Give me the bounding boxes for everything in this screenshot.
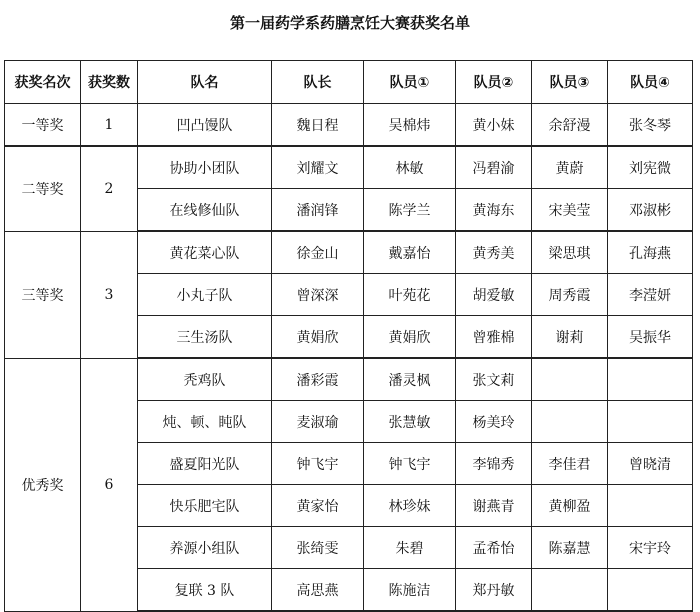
captain-cell: 魏日程 [272, 104, 364, 147]
member-1-cell: 朱碧 [364, 527, 456, 569]
team-name-cell: 协助小团队 [138, 146, 272, 189]
count-cell: 6 [81, 358, 138, 611]
team-name-cell: 凹凸馒队 [138, 104, 272, 147]
count-cell: 1 [81, 104, 138, 147]
member-4-cell [608, 569, 693, 612]
captain-cell: 张绮雯 [272, 527, 364, 569]
member-2-cell: 李锦秀 [456, 443, 532, 485]
captain-cell: 高思燕 [272, 569, 364, 612]
page-title: 第一届药学系药膳烹饪大赛获奖名单 [229, 14, 470, 32]
member-4-cell [608, 485, 693, 527]
rank-cell: 二等奖 [5, 146, 81, 231]
header-count: 获奖数 [81, 61, 138, 104]
member-3-cell: 余舒漫 [532, 104, 608, 147]
team-name-cell: 炖、顿、盹队 [138, 401, 272, 443]
rank-cell: 优秀奖 [5, 358, 81, 611]
member-2-cell: 杨美玲 [456, 401, 532, 443]
member-3-cell: 李佳君 [532, 443, 608, 485]
captain-cell: 黄家怡 [272, 485, 364, 527]
team-name-cell: 三生汤队 [138, 316, 272, 359]
member-3-cell [532, 358, 608, 401]
member-1-cell: 林敏 [364, 146, 456, 189]
member-1-cell: 吴棉炜 [364, 104, 456, 147]
member-4-cell: 李滢妍 [608, 274, 693, 316]
header-member-3: 队员③ [532, 61, 608, 104]
member-4-cell: 邓淑彬 [608, 189, 693, 232]
captain-cell: 徐金山 [272, 231, 364, 274]
member-1-cell: 陈施洁 [364, 569, 456, 612]
member-2-cell: 郑丹敏 [456, 569, 532, 612]
team-name-cell: 在线修仙队 [138, 189, 272, 232]
member-4-cell [608, 401, 693, 443]
member-4-cell: 吴振华 [608, 316, 693, 359]
member-1-cell: 张慧敏 [364, 401, 456, 443]
captain-cell: 刘耀文 [272, 146, 364, 189]
rank-cell: 三等奖 [5, 231, 81, 358]
team-name-cell: 盛夏阳光队 [138, 443, 272, 485]
member-3-cell: 梁思琪 [532, 231, 608, 274]
count-cell: 3 [81, 231, 138, 358]
member-2-cell: 曾雅棉 [456, 316, 532, 359]
member-2-cell: 黄小妹 [456, 104, 532, 147]
captain-cell: 潘彩霞 [272, 358, 364, 401]
table-row [5, 358, 693, 401]
member-3-cell: 黄柳盈 [532, 485, 608, 527]
team-name-cell: 养源小组队 [138, 527, 272, 569]
awards-table [4, 60, 693, 612]
header-captain: 队长 [272, 61, 364, 104]
captain-cell: 黄娟欣 [272, 316, 364, 359]
member-3-cell: 黄蔚 [532, 146, 608, 189]
rank-cell: 一等奖 [5, 104, 81, 147]
team-name-cell: 快乐肥宅队 [138, 485, 272, 527]
table-row [5, 146, 693, 189]
member-1-cell: 戴嘉怡 [364, 231, 456, 274]
member-4-cell: 孔海燕 [608, 231, 693, 274]
member-2-cell: 黄秀美 [456, 231, 532, 274]
captain-cell: 曾深深 [272, 274, 364, 316]
member-2-cell: 张文莉 [456, 358, 532, 401]
team-name-cell: 秃鸡队 [138, 358, 272, 401]
member-2-cell: 孟希怡 [456, 527, 532, 569]
count-cell: 2 [81, 146, 138, 231]
member-2-cell: 胡爱敏 [456, 274, 532, 316]
table-row [5, 104, 693, 147]
member-2-cell: 冯碧渝 [456, 146, 532, 189]
member-1-cell: 钟飞宇 [364, 443, 456, 485]
table-row [5, 231, 693, 274]
member-2-cell: 黄海东 [456, 189, 532, 232]
member-1-cell: 黄娟欣 [364, 316, 456, 359]
header-row [5, 61, 693, 104]
member-3-cell: 谢莉 [532, 316, 608, 359]
member-4-cell [608, 358, 693, 401]
member-1-cell: 陈学兰 [364, 189, 456, 232]
member-1-cell: 叶苑花 [364, 274, 456, 316]
team-name-cell: 黄花菜心队 [138, 231, 272, 274]
member-2-cell: 谢燕青 [456, 485, 532, 527]
member-4-cell: 刘宪微 [608, 146, 693, 189]
team-name-cell: 小丸子队 [138, 274, 272, 316]
member-4-cell: 曾晓清 [608, 443, 693, 485]
member-1-cell: 潘灵枫 [364, 358, 456, 401]
awards-body [5, 104, 693, 612]
captain-cell: 麦淑瑜 [272, 401, 364, 443]
member-4-cell: 张冬琴 [608, 104, 693, 147]
member-3-cell: 宋美莹 [532, 189, 608, 232]
captain-cell: 潘润锋 [272, 189, 364, 232]
captain-cell: 钟飞宇 [272, 443, 364, 485]
header-rank: 获奖名次 [5, 61, 81, 104]
member-3-cell [532, 401, 608, 443]
header-member-1: 队员① [364, 61, 456, 104]
member-3-cell: 周秀霞 [532, 274, 608, 316]
member-3-cell [532, 569, 608, 612]
member-1-cell: 林珍妹 [364, 485, 456, 527]
header-member-2: 队员② [456, 61, 532, 104]
header-member-4: 队员④ [608, 61, 693, 104]
header-team: 队名 [138, 61, 272, 104]
member-3-cell: 陈嘉慧 [532, 527, 608, 569]
member-4-cell: 宋宇玲 [608, 527, 693, 569]
team-name-cell: 复联 3 队 [138, 569, 272, 612]
